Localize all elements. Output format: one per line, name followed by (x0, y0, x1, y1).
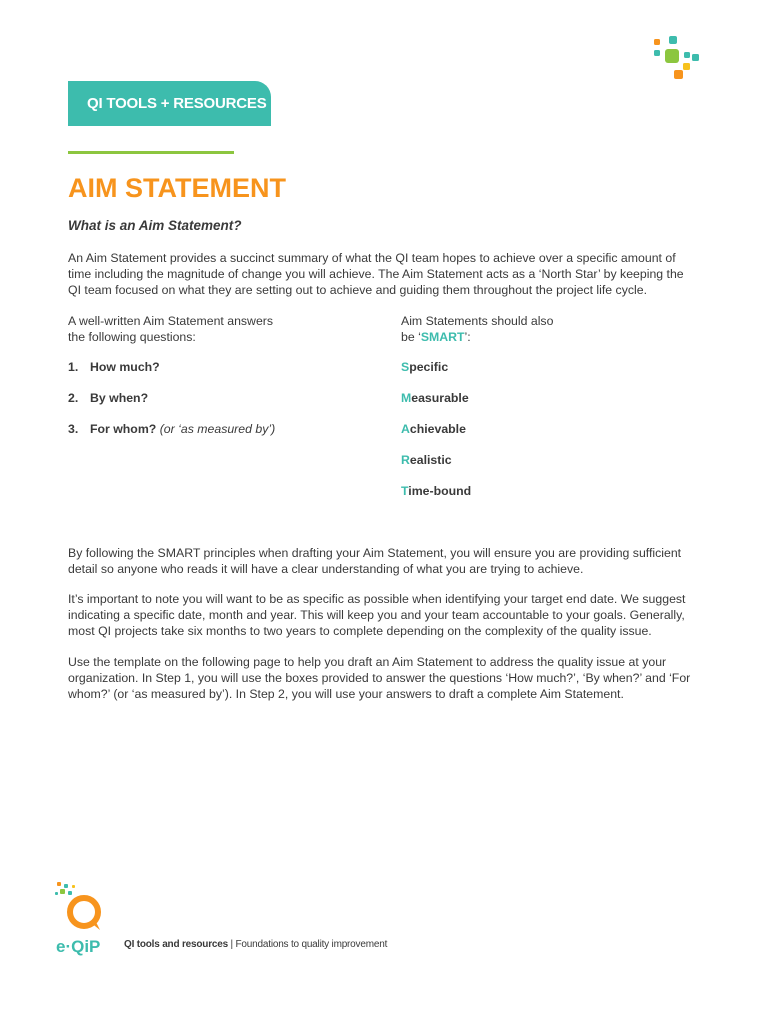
smart-word-rest: easurable (411, 391, 469, 405)
smart-item-measurable (401, 390, 469, 406)
smart-item-time-bound (401, 483, 471, 499)
smart-item-specific (401, 359, 448, 375)
eqip-logo-icon (54, 880, 116, 956)
question-item (68, 421, 275, 437)
section-banner (68, 81, 271, 126)
smart-letter: R (401, 453, 410, 467)
smart-letter: M (401, 391, 412, 405)
question-note: (or ‘as measured by’) (159, 422, 276, 436)
smart-letter: A (401, 422, 410, 436)
title-divider (68, 151, 234, 154)
smart-item-achievable (401, 421, 466, 437)
body-paragraph-smart: By following the SMART principles when drafting your Aim Statement, you will ensure you are providing sufficient detail so anyone who reads it will have a clear understanding of what you are trying to achieve. (68, 546, 682, 576)
question-number: 1. (68, 360, 79, 374)
questions-heading (68, 313, 348, 345)
smart-heading-word: SMART (420, 330, 465, 344)
smart-word-rest: ealistic (409, 453, 452, 467)
page-title: AIM STATEMENT (68, 173, 286, 203)
smart-word-rest: pecific (409, 360, 449, 374)
questions-column (68, 313, 348, 436)
smart-word-rest: chievable (409, 422, 466, 436)
questions-heading-line1: A well-written Aim Statement answers (68, 314, 274, 328)
footer-tagline-rest: | Foundations to quality improvement (227, 939, 388, 950)
question-label: For whom? (90, 422, 157, 436)
body-paragraph-target-date: It’s important to note you will want to be as specific as possible when identifying your target end date. We suggest indicating a specific date, month and year. This will keep you and your team accountable to your goals. Generally, most QI projects take six months to two years to complete depending on the complexity of the quality issue. (68, 592, 686, 638)
footer-tagline (124, 939, 387, 950)
smart-heading-suffix: ’: (464, 330, 471, 344)
banner-label: QI TOOLS + RESOURCES (87, 95, 267, 112)
smart-letter: T (401, 484, 409, 498)
questions-heading-line2: the following questions: (68, 330, 196, 344)
smart-heading (401, 313, 701, 345)
page-subtitle: What is an Aim Statement? (68, 218, 242, 233)
smart-letter: S (401, 360, 410, 374)
question-item (68, 359, 160, 375)
footer-tagline-bold: QI tools and resources (124, 939, 228, 950)
question-number: 2. (68, 391, 79, 405)
question-item (68, 390, 148, 406)
smart-heading-prefix: be ‘ (401, 330, 421, 344)
body-paragraph-template: Use the template on the following page to help you draft an Aim Statement to address the quality issue at your organization. In Step 1, you will use the boxes provided to answer the questions ‘How much?’, ‘By when?’ and ‘For whom?’ (or ‘as measured by’). In Step 2, you will use your answers to draft a complete Aim Statement. (68, 655, 691, 701)
eqip-logo-text: e·QiP (56, 937, 101, 956)
question-label: How much? (90, 360, 160, 374)
smart-item-realistic (401, 452, 452, 468)
intro-paragraph: An Aim Statement provides a succinct summary of what the QI team hopes to achieve over a specific amount of time including the magnitude of change you will achieve. The Aim Statement acts as a ‘North Star’ by keeping the QI team focused on what they are setting out to achieve and guiding them throughout the project life cycle. (68, 251, 684, 297)
smart-word-rest: ime-bound (408, 484, 472, 498)
smart-heading-line1: Aim Statements should also (401, 314, 554, 328)
question-number: 3. (68, 422, 79, 436)
smart-column (401, 313, 701, 498)
question-label: By when? (90, 391, 149, 405)
brand-dots-icon (650, 36, 702, 84)
